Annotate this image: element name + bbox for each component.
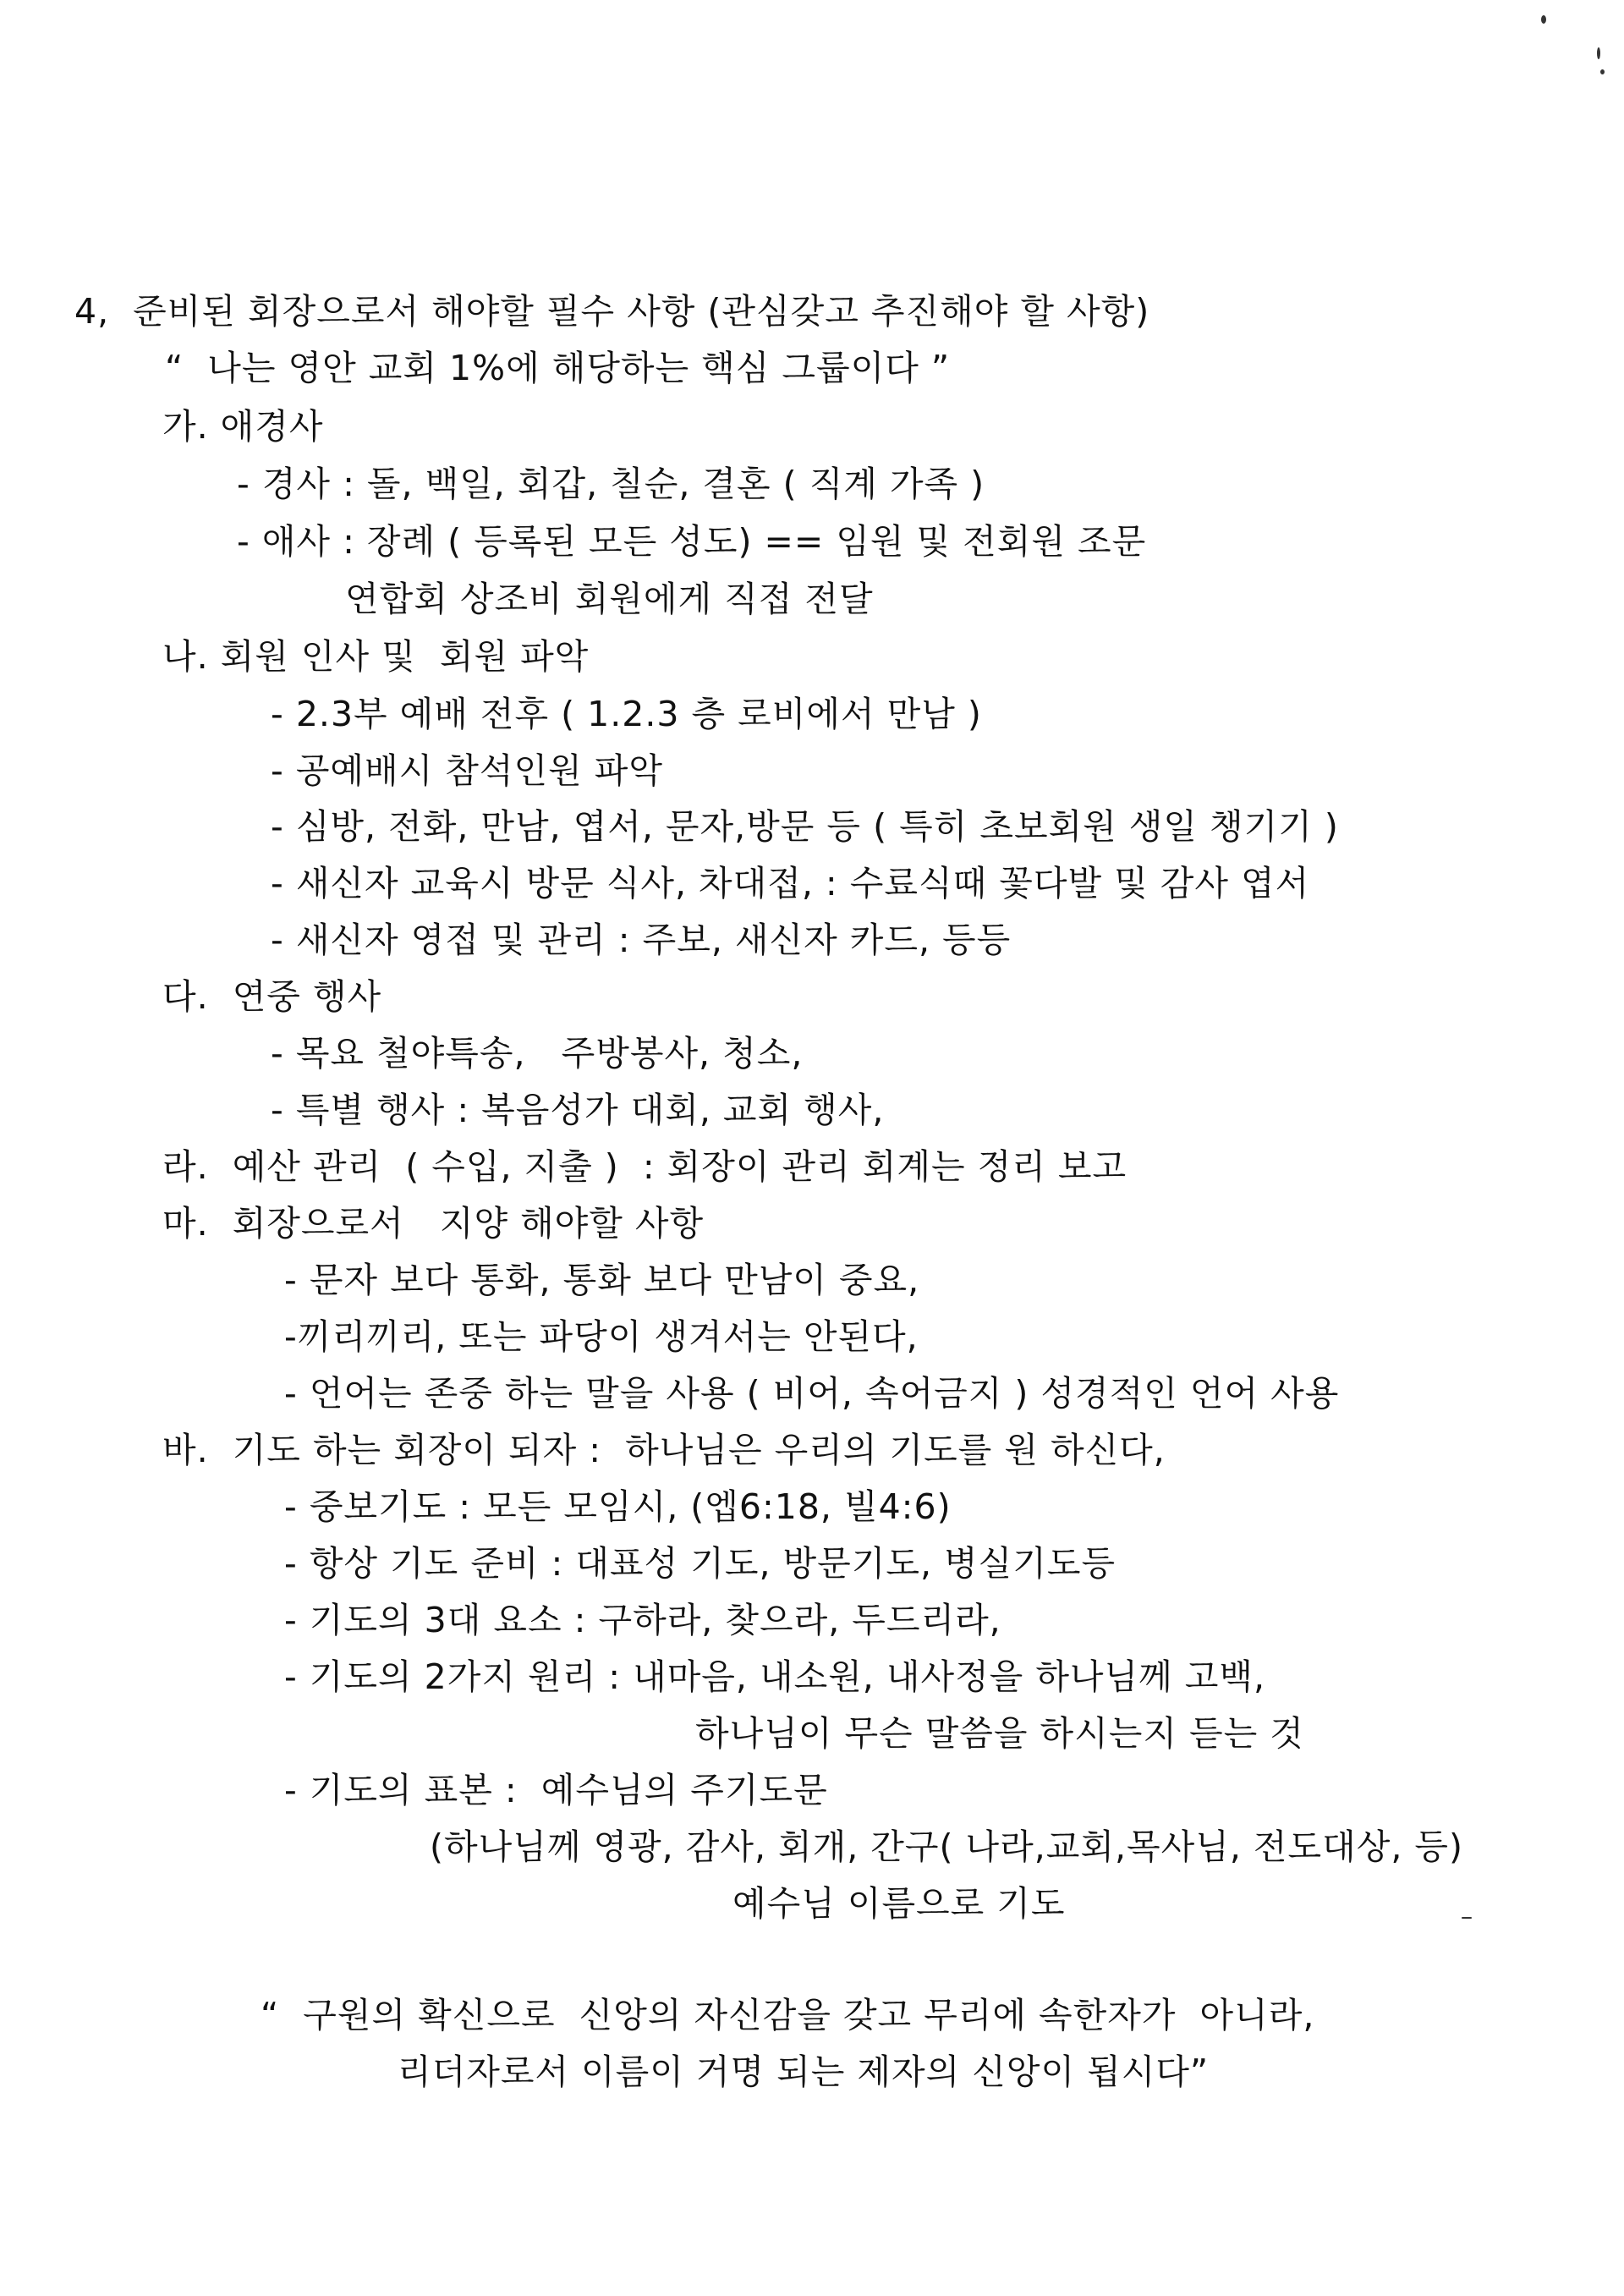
- list-item: - 항상 기도 준비 : 대표성 기도, 방문기도, 병실기도등: [284, 1543, 1116, 1584]
- subsection-title-da: 다. 연중 행사: [162, 976, 382, 1017]
- list-item: - 특별 행사 : 복음성가 대회, 교회 행사,: [271, 1090, 885, 1130]
- motto: “ 나는 영안 교회 1%에 해당하는 핵심 그룹이다 ”: [165, 348, 951, 388]
- list-item: - 애사 : 장례 ( 등록된 모든 성도) == 임원 및 전회원 조문: [237, 521, 1147, 562]
- scan-speck: [1462, 1917, 1472, 1919]
- subsection-title-ba: 바. 기도 하는 회장이 되자 : 하나님은 우리의 기도를 원 하신다,: [162, 1430, 1166, 1470]
- closing-quote-line: “ 구원의 확신으로 신앙의 자신감을 갖고 무리에 속한자가 아니라,: [261, 1995, 1315, 2035]
- scan-speck: [1600, 69, 1605, 74]
- subsection-title-na: 나. 회원 인사 및 회원 파악: [162, 636, 590, 677]
- scan-speck: [1597, 47, 1600, 59]
- section-heading: 4, 준비된 회장으로서 해야할 필수 사항 (관심갖고 추진해야 할 사항): [74, 291, 1150, 332]
- list-item: - 중보기도 : 모든 모임시, (엡6:18, 빌4:6): [284, 1486, 952, 1527]
- list-item: - 경사 : 돌, 백일, 회갑, 칠순, 결혼 ( 직계 가족 ): [237, 464, 985, 504]
- closing-quote-line: 리더자로서 이름이 거명 되는 제자의 신앙이 됩시다”: [398, 2052, 1210, 2092]
- list-item: - 기도의 표본 : 예수님의 주기도문: [284, 1770, 828, 1810]
- list-item: - 2.3부 예배 전후 ( 1.2.3 층 로비에서 만남 ): [271, 694, 982, 734]
- list-item-continuation: 연합회 상조비 회원에게 직접 전달: [345, 579, 874, 619]
- list-item: - 공예배시 참석인원 파악: [271, 750, 663, 791]
- list-item-continuation: 하나님이 무슨 말씀을 하시는지 듣는 것: [695, 1713, 1304, 1754]
- list-item: - 기도의 3대 요소 : 구하라, 찾으라, 두드리라,: [284, 1600, 1001, 1640]
- list-item: - 새신자 영접 및 관리 : 주보, 새신자 카드, 등등: [271, 920, 1012, 960]
- subsection-title-ga: 가. 애경사: [162, 406, 324, 447]
- list-item-continuation: (하나님께 영광, 감사, 회개, 간구( 나라,교회,목사님, 전도대상, 등): [430, 1826, 1463, 1867]
- list-item: -끼리끼리, 또는 파당이 생겨서는 안된다,: [284, 1316, 919, 1357]
- list-item: - 언어는 존중 하는 말을 사용 ( 비어, 속어금지 ) 성경적인 언어 사용: [284, 1373, 1340, 1414]
- list-item-continuation: 예수님 이름으로 기도: [732, 1883, 1066, 1924]
- subsection-title-ra: 라. 예산 관리 ( 수입, 지출 ) : 회장이 관리 회계는 정리 보고: [162, 1146, 1127, 1187]
- list-item: - 목요 철야특송, 주방봉사, 청소,: [271, 1033, 804, 1074]
- list-item: - 새신자 교육시 방문 식사, 차대접, : 수료식때 꽃다발 및 감사 엽서: [271, 863, 1310, 904]
- subsection-title-ma: 마. 회장으로서 지양 해야할 사항: [162, 1203, 705, 1244]
- scan-speck: [1541, 15, 1546, 24]
- list-item: - 기도의 2가지 원리 : 내마음, 내소원, 내사정을 하나님께 고백,: [284, 1656, 1266, 1697]
- list-item: - 심방, 전화, 만남, 엽서, 문자,방문 등 ( 특히 초보회원 생일 챙기기 ): [271, 806, 1339, 847]
- list-item: - 문자 보다 통화, 통화 보다 만남이 중요,: [284, 1260, 920, 1300]
